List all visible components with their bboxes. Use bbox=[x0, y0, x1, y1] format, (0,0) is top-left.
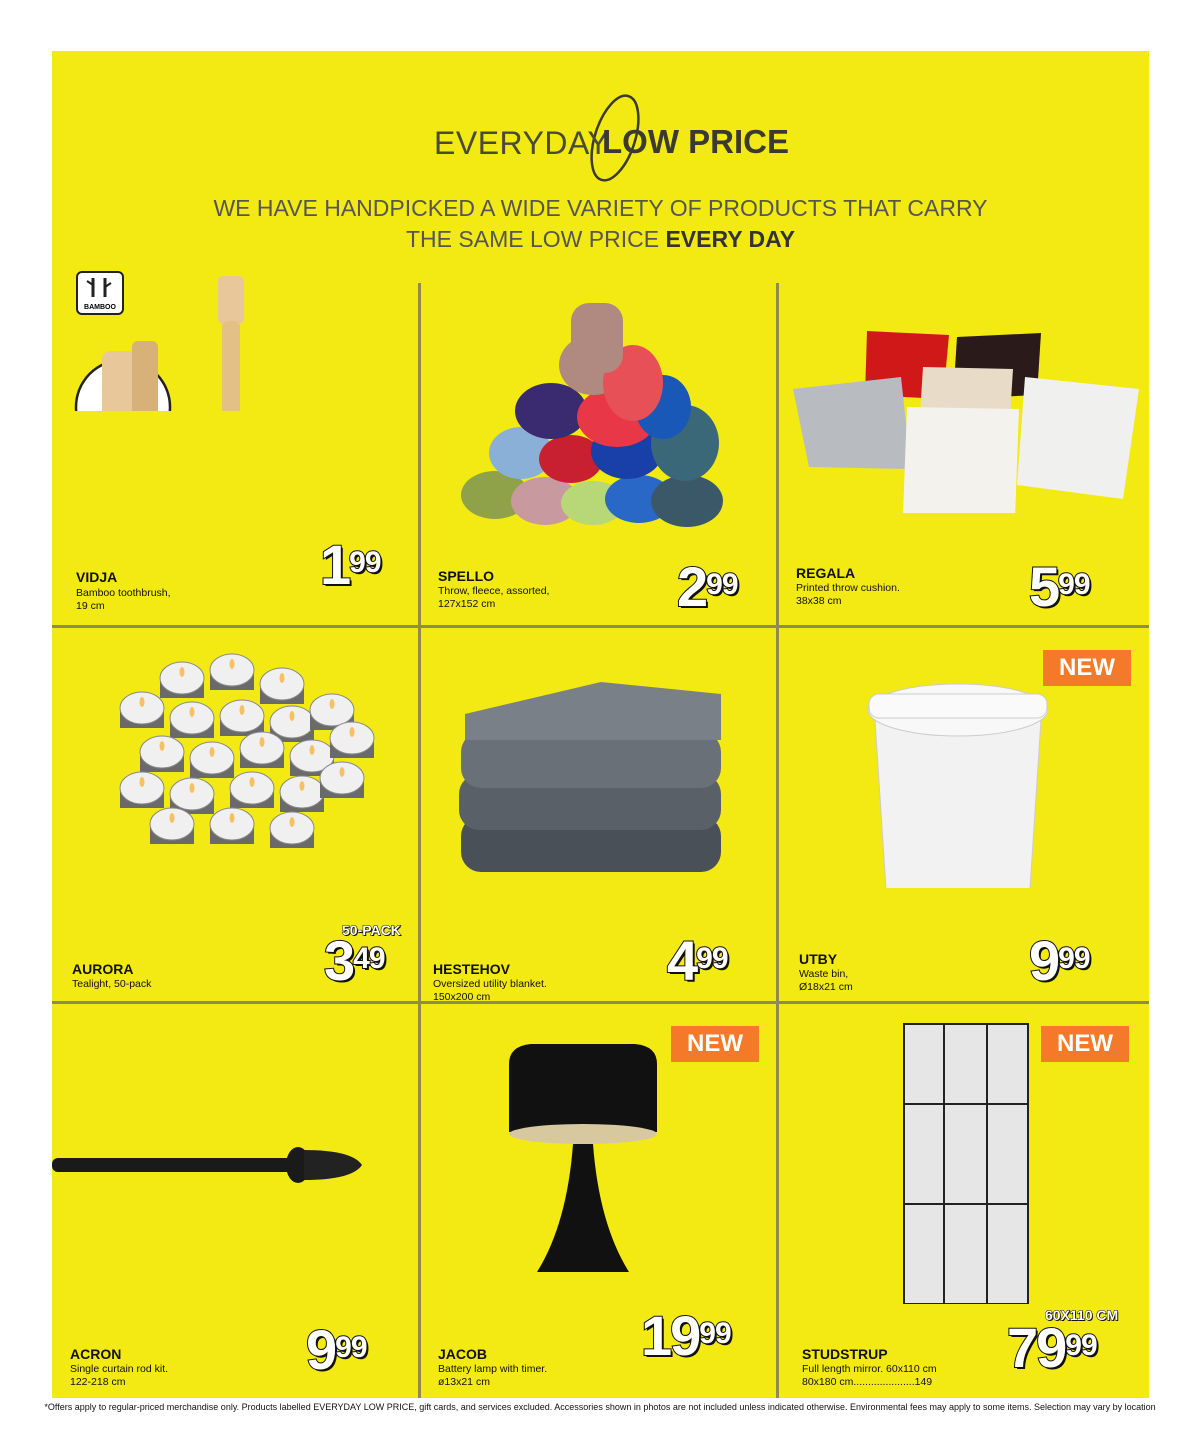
cushions-image bbox=[779, 283, 1149, 513]
price-dollars: 2 bbox=[677, 555, 707, 618]
product-card-jacob[interactable] bbox=[421, 1004, 776, 1398]
bamboo-badge-label: BAMBOO bbox=[84, 304, 116, 311]
price-cents: 99 bbox=[1058, 568, 1090, 601]
product-card-hestehov[interactable] bbox=[421, 628, 776, 1001]
product-description: Throw, fleece, assorted, 127x152 cm bbox=[438, 585, 550, 610]
product-name: AURORA bbox=[72, 961, 134, 977]
price-cents: 49 bbox=[353, 942, 385, 975]
price-dollars: 9 bbox=[306, 1318, 336, 1381]
price-dollars: 5 bbox=[1029, 555, 1059, 618]
tealights-image bbox=[52, 628, 418, 888]
product-name: HESTEHOV bbox=[433, 961, 511, 977]
product-name: VIDJA bbox=[76, 569, 118, 585]
everyday-low-price-logo bbox=[432, 93, 792, 193]
product-name: STUDSTRUP bbox=[802, 1346, 888, 1362]
product-card-spello[interactable] bbox=[421, 283, 776, 625]
price bbox=[324, 929, 385, 992]
product-description: Full length mirror. 60x110 cm 80x180 cm.....................149 bbox=[802, 1363, 937, 1388]
price-dollars: 4 bbox=[667, 929, 697, 992]
logo-word-everyday: EVERYDAY bbox=[434, 125, 610, 161]
product-description: Waste bin, Ø18x21 cm bbox=[799, 968, 853, 993]
price bbox=[677, 555, 738, 618]
product-card-studstrup[interactable] bbox=[779, 1004, 1149, 1398]
product-card-regala[interactable] bbox=[779, 283, 1149, 625]
tagline-line2-text: THE SAME LOW PRICE bbox=[406, 226, 666, 252]
product-card-vidja[interactable] bbox=[52, 51, 418, 625]
product-name: SPELLO bbox=[438, 568, 495, 584]
price bbox=[306, 1318, 367, 1381]
flyer-page bbox=[52, 51, 1149, 1398]
size-label: 60X110 CM bbox=[1045, 1307, 1119, 1323]
price-cents: 99 bbox=[706, 568, 738, 601]
product-card-aurora[interactable] bbox=[52, 628, 418, 1001]
product-name: REGALA bbox=[796, 565, 856, 581]
product-description: Single curtain rod kit. 122-218 cm bbox=[70, 1363, 169, 1388]
curtain-rod-image bbox=[52, 1004, 418, 1264]
tagline-line1: WE HAVE HANDPICKED A WIDE VARIETY OF PRODUCTS THAT CARRY bbox=[213, 195, 988, 221]
product-name: UTBY bbox=[799, 951, 838, 967]
price bbox=[667, 929, 728, 992]
mirror-image bbox=[779, 1004, 1149, 1304]
table-lamp-image bbox=[421, 1004, 776, 1304]
product-name: JACOB bbox=[438, 1346, 488, 1362]
product-card-acron[interactable] bbox=[52, 1004, 418, 1398]
price bbox=[641, 1304, 731, 1367]
price bbox=[1029, 929, 1090, 992]
price bbox=[1029, 555, 1090, 618]
product-name: ACRON bbox=[70, 1346, 122, 1362]
footer-disclaimer: *Offers apply to regular-priced merchandise only. Products labelled EVERYDAY LOW PRICE, gift cards, and services excluded. Accessories shown in photos are not included unless indicated otherwise. Environmental fees may apply to some items. Selection may vary by location bbox=[44, 1402, 1156, 1412]
waste-bin-image bbox=[779, 628, 1149, 888]
tagline-line2-bold: EVERY DAY bbox=[665, 226, 795, 252]
price-cents: 99 bbox=[349, 546, 381, 579]
product-grid bbox=[52, 283, 1149, 1398]
new-badge: NEW bbox=[1041, 1026, 1129, 1062]
price-dollars: 79 bbox=[1007, 1316, 1066, 1379]
fleece-throws-image bbox=[421, 283, 776, 533]
pack-label: 50-PACK bbox=[342, 922, 401, 938]
price bbox=[320, 533, 381, 596]
product-description: Battery lamp with timer. ø13x21 cm bbox=[438, 1363, 548, 1388]
price bbox=[1007, 1316, 1097, 1379]
product-description: Bamboo toothbrush, 19 cm bbox=[76, 587, 171, 612]
toothbrush-image bbox=[52, 51, 418, 411]
price-cents: 99 bbox=[335, 1331, 367, 1364]
product-description: Tealight, 50-pack bbox=[72, 978, 152, 990]
price-dollars: 9 bbox=[1029, 929, 1059, 992]
product-description: Printed throw cushion. 38x38 cm bbox=[796, 582, 900, 607]
blanket-image bbox=[421, 628, 776, 888]
price-cents: 99 bbox=[696, 942, 728, 975]
price-dollars: 19 bbox=[641, 1304, 700, 1367]
logo-word-low-price: LOW PRICE bbox=[602, 123, 789, 160]
new-badge: NEW bbox=[1043, 650, 1131, 686]
price-cents: 99 bbox=[699, 1317, 731, 1350]
price-cents: 99 bbox=[1058, 942, 1090, 975]
new-badge: NEW bbox=[671, 1026, 759, 1062]
price-dollars: 1 bbox=[320, 533, 350, 596]
price-dollars: 3 bbox=[324, 929, 354, 992]
price-cents: 99 bbox=[1065, 1329, 1097, 1362]
product-description: Oversized utility blanket. 150x200 cm bbox=[433, 978, 547, 1003]
product-card-utby[interactable] bbox=[779, 628, 1149, 1001]
